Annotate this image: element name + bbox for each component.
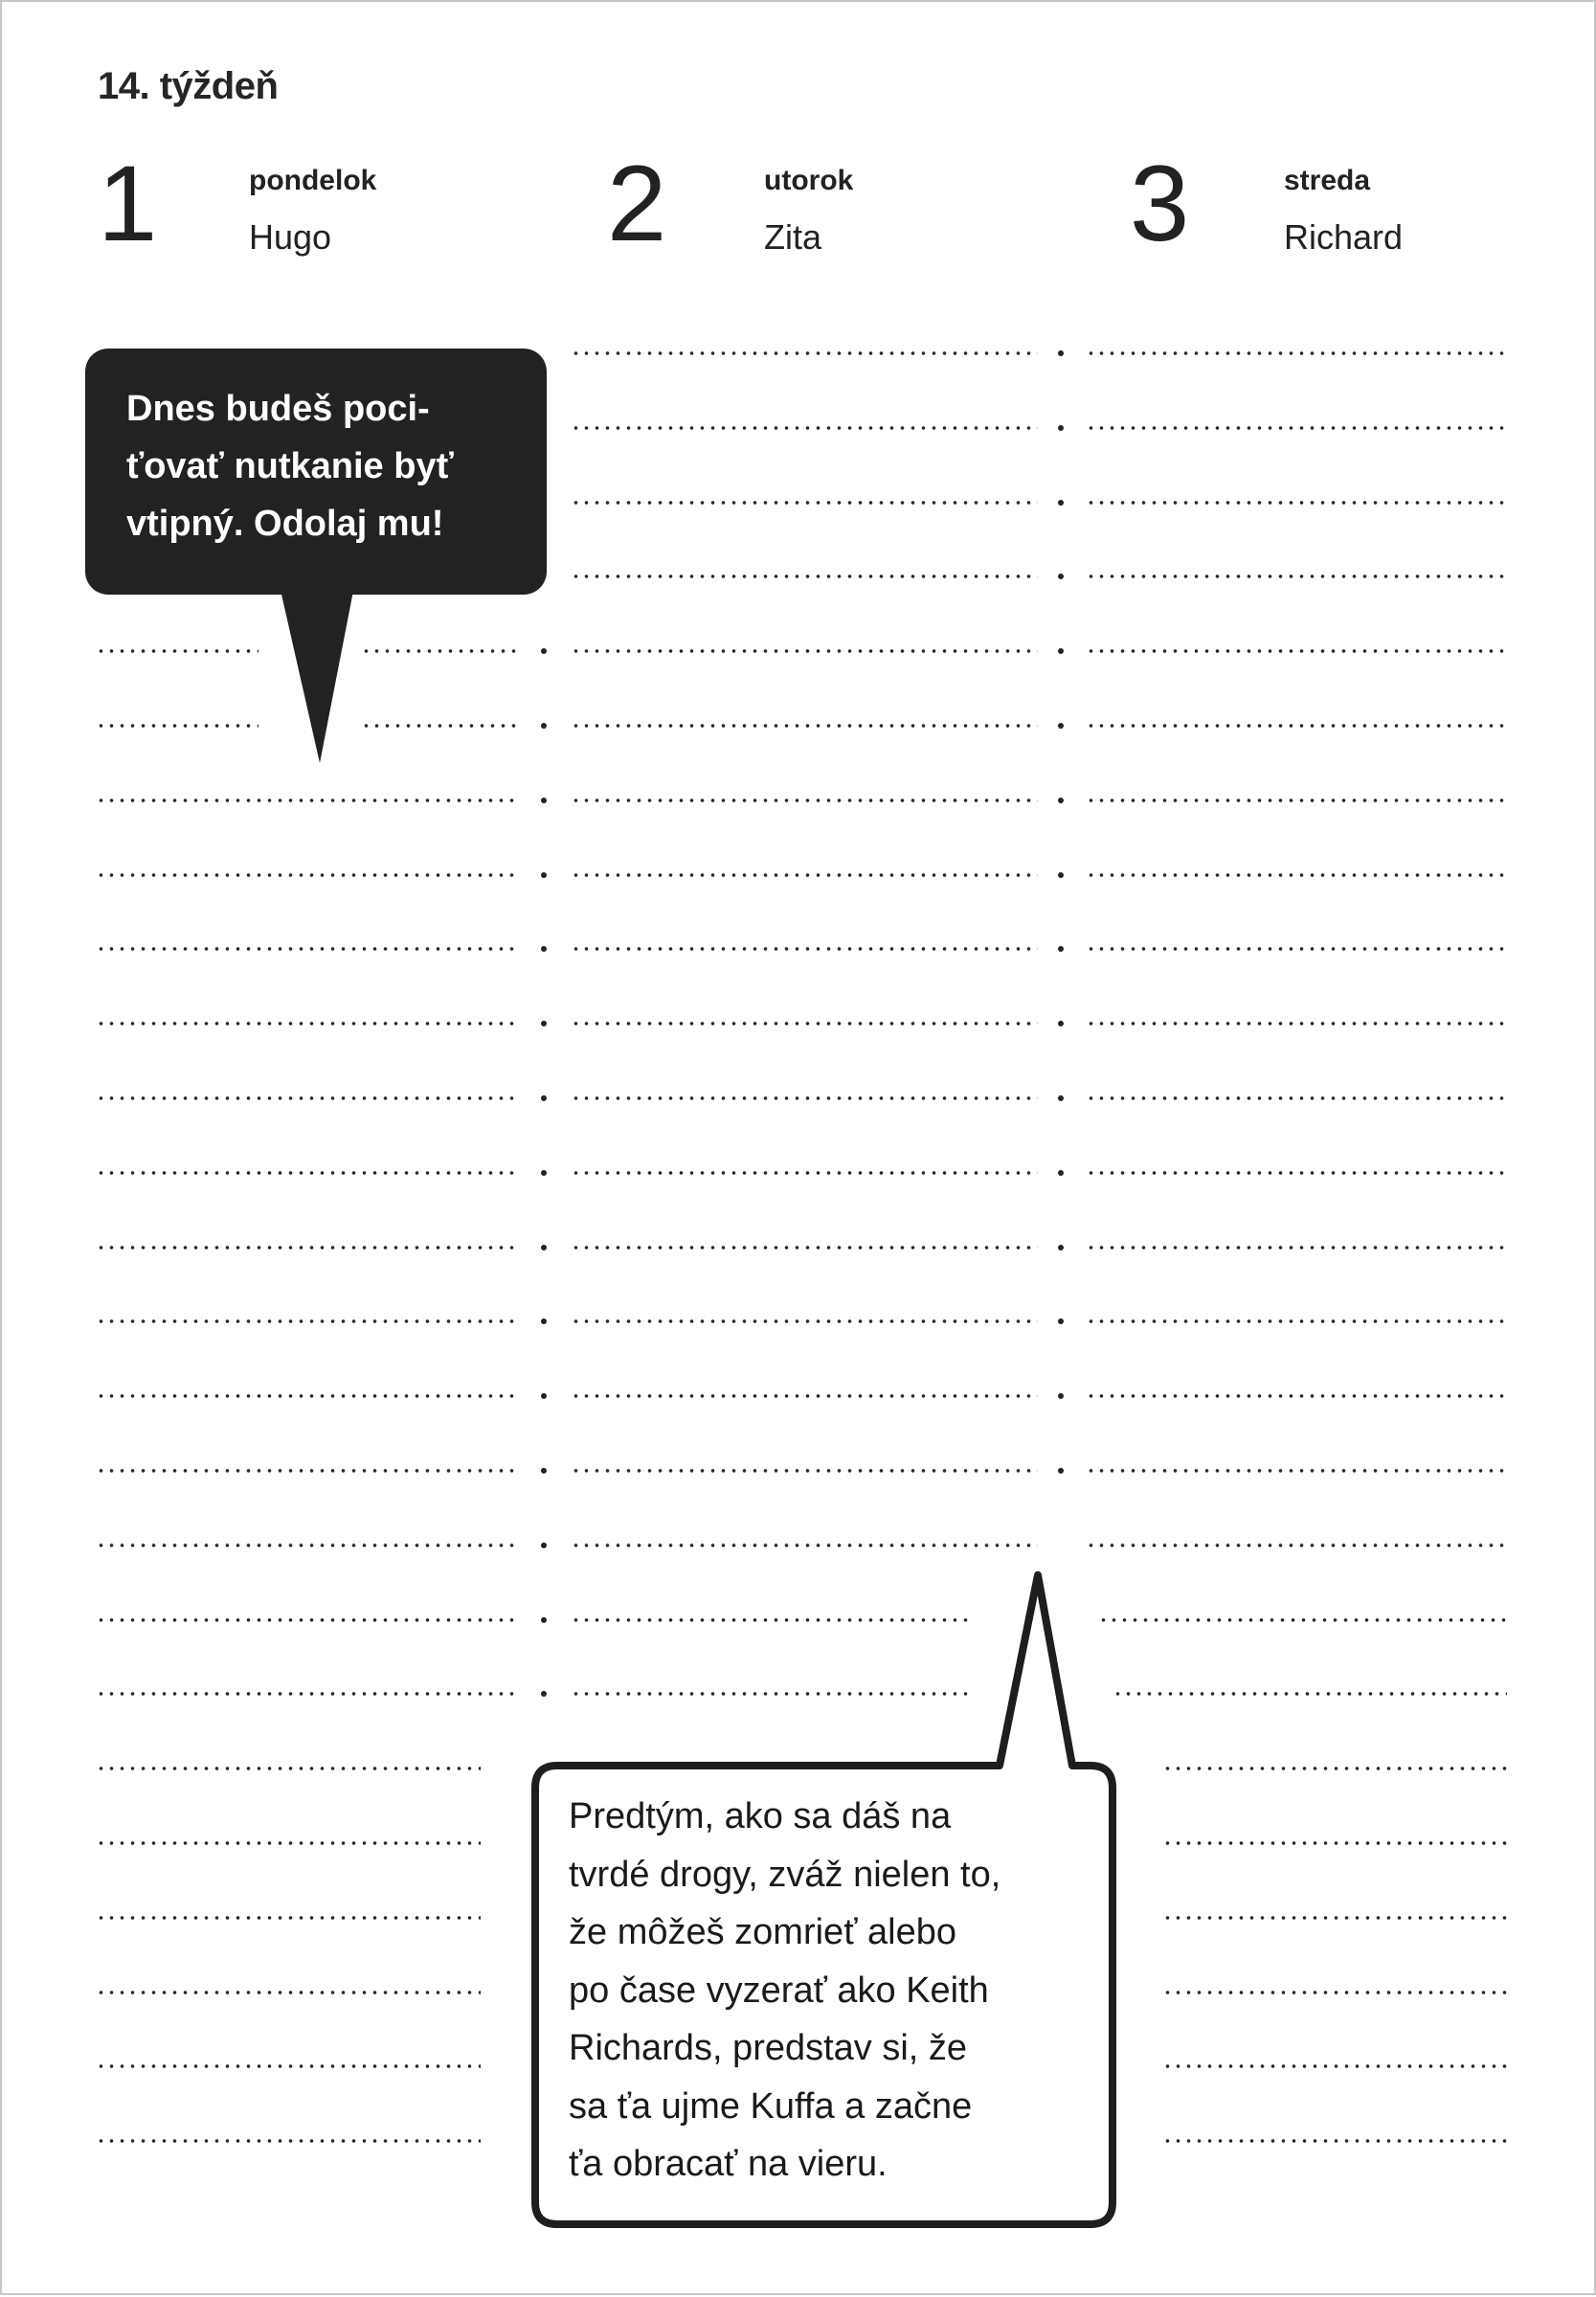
- bubble-line: ťa obracať na vieru.: [569, 2144, 888, 2184]
- bubble-line: Dnes budeš poci-: [126, 389, 430, 429]
- day-number: 1: [98, 144, 158, 263]
- bubble-line: vtipný. Odolaj mu!: [126, 504, 444, 544]
- bubble-line: Predtým, ako sa dáš na: [569, 1796, 952, 1836]
- nameday: Hugo: [249, 217, 332, 257]
- day-number: 3: [1130, 144, 1190, 263]
- nameday: Richard: [1284, 217, 1404, 257]
- day-name: pondelok: [249, 165, 377, 196]
- bubble-line: sa ťa ujme Kuffa a začne: [569, 2085, 973, 2127]
- bubble-line: tvrdé drogy, zváž nielen to,: [569, 1854, 1001, 1895]
- bubble-line: ťovať nutkanie byť: [126, 446, 454, 486]
- bubble-line: po čase vyzerať ako Keith: [569, 1970, 989, 2011]
- speech-bubble-outline-text: [569, 1788, 1086, 2194]
- bubble-line: že môžeš zomrieť alebo: [569, 1912, 956, 1952]
- day-name: utorok: [764, 165, 854, 196]
- week-label: 14. týždeň: [98, 65, 279, 107]
- bubble-line: Richards, predstav si, že: [569, 2028, 968, 2068]
- nameday: Zita: [764, 217, 822, 257]
- day-name: streda: [1284, 165, 1371, 196]
- day-number: 2: [607, 144, 667, 263]
